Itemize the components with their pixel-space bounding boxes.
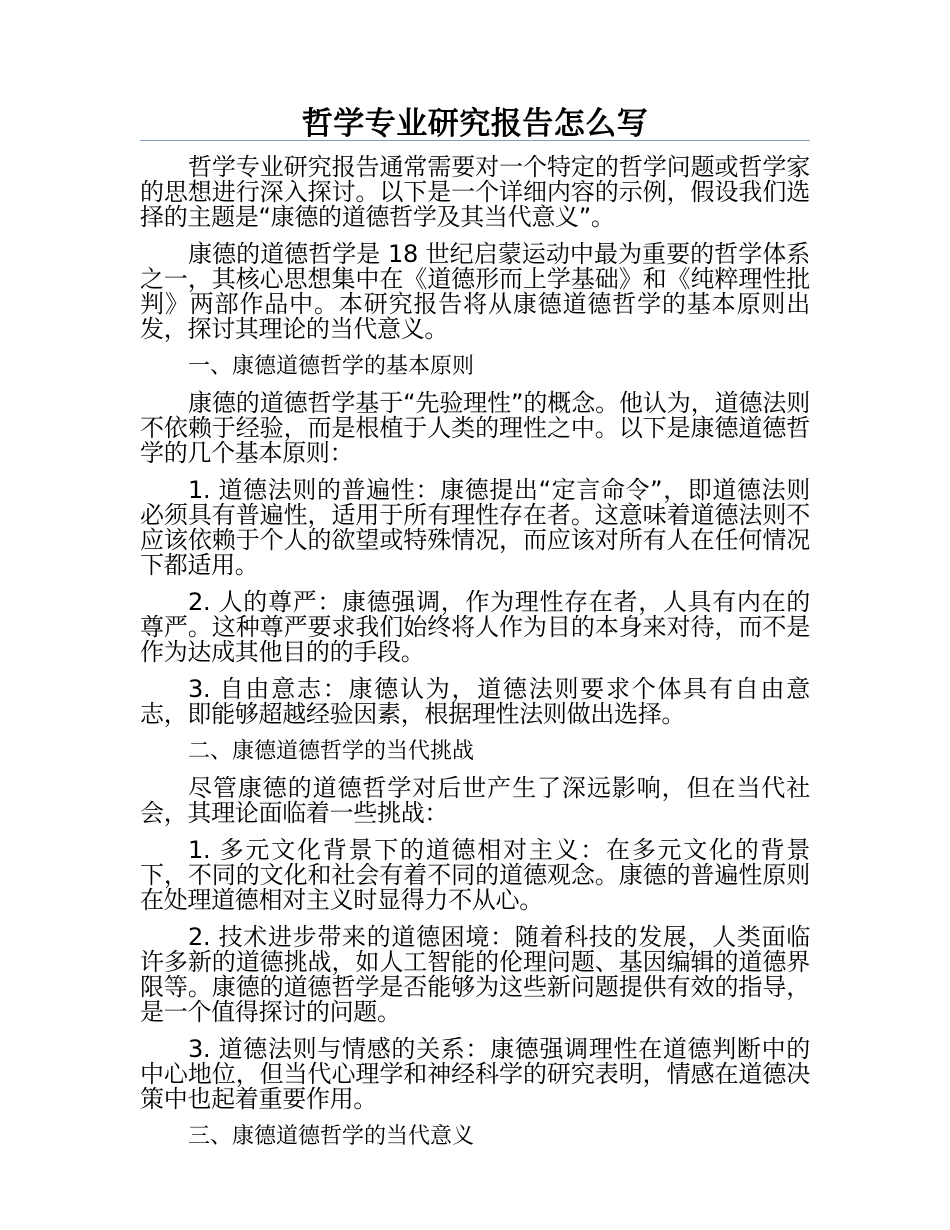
challenge-emotion: 3. 道德法则与情感的关系：康德强调理性在道德判断中的中心地位，但当代心理学和神经科学的研究表明，情感在道德决策中也起着重要作用。 [140,1035,810,1113]
section-heading-2: 二、康德道德哲学的当代挑战 [188,739,475,764]
intro-paragraph: 哲学专业研究报告通常需要对一个特定的哲学问题或哲学家的思想进行深入探讨。以下是一个详细内容的示例，假设我们选择的主题是“康德的道德哲学及其当代意义”。 [140,153,810,231]
title-underline [140,140,810,141]
section-1-intro: 康德的道德哲学基于“先验理性”的概念。他认为，道德法则不依赖于经验，而是根植于人类的理性之中。以下是康德道德哲学的几个基本原则： [140,389,810,467]
challenge-technology: 2. 技术进步带来的道德困境：随着科技的发展，人类面临许多新的道德挑战，如人工智能的伦理问题、基因编辑的道德界限等。康德的道德哲学是否能够为这些新问题提供有效的指导，是一个值得探讨的问题。 [140,923,810,1026]
challenge-relativism: 1. 多元文化背景下的道德相对主义：在多元文化的背景下，不同的文化和社会有着不同的道德观念。康德的普遍性原则在处理道德相对主义时显得力不从心。 [140,836,810,914]
section-2-intro: 尽管康德的道德哲学对后世产生了深远影响，但在当代社会，其理论面临着一些挑战： [140,774,810,827]
principle-universality: 1. 道德法则的普遍性：康德提出“定言命令”，即道德法则必须具有普遍性，适用于所有理性存在者。这意味着道德法则不应该依赖于个人的欲望或特殊情况，而应该对所有人在任何情况下都适用。 [140,476,810,579]
section-heading-3: 三、康德道德哲学的当代意义 [188,1124,475,1149]
document-body [140,155,810,1161]
principle-free-will: 3. 自由意志：康德认为，道德法则要求个体具有自由意志，即能够超越经验因素，根据理性法则做出选择。 [140,675,810,728]
section-heading-1: 一、康德道德哲学的基本原则 [188,354,475,379]
principle-dignity: 2. 人的尊严：康德强调，作为理性存在者，人具有内在的尊严。这种尊严要求我们始终将人作为目的本身来对待，而不是作为达成其他目的的手段。 [140,588,810,666]
page-title: 哲学专业研究报告怎么写 [301,106,649,142]
context-paragraph: 康德的道德哲学是 18 世纪启蒙运动中最为重要的哲学体系之一，其核心思想集中在《道德形而上学基础》和《纯粹理性批判》两部作品中。本研究报告将从康德道德哲学的基本原则出发，探讨其理论的当代意义。 [140,240,810,343]
